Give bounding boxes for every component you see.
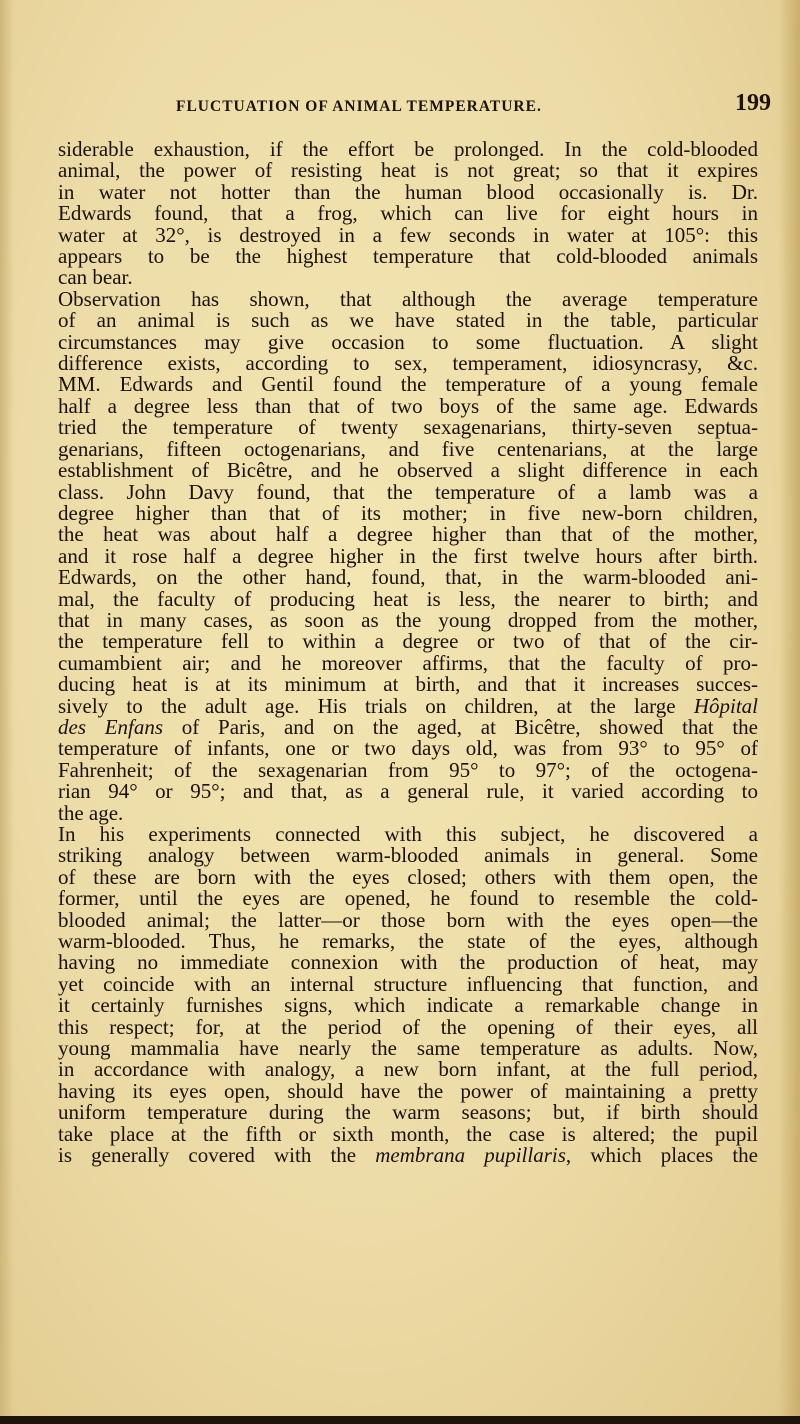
text-line: circumstances may give occasion to some fluctuation. A slight [58, 329, 758, 354]
text-line: having its eyes open, should have the power of maintaining a pretty [58, 1078, 758, 1103]
text-line: water at 32°, is destroyed in a few seconds in water at 105°: this [58, 222, 758, 247]
text-line: cumambient air; and he moreover affirms, that the faculty of pro- [58, 650, 758, 675]
page-right-shadow [778, 0, 800, 1424]
body-text [58, 139, 758, 1167]
page-header [58, 90, 771, 120]
text-line: rian 94° or 95°; and that, as a general rule, it varied according to [58, 779, 758, 804]
text-line: Edwards found, that a frog, which can live for eight hours in [58, 201, 758, 226]
text-line: in accordance with analogy, a new born infant, at the full period, [58, 1057, 758, 1082]
text-line: warm-blooded. Thus, he remarks, the state of the eyes, although [58, 929, 758, 954]
text-line: of these are born with the eyes closed; others with them open, the [58, 864, 758, 889]
text-line: it certainly furnishes signs, which indicate a remarkable change in [58, 993, 758, 1018]
text-line: difference exists, according to sex, temperament, idiosyncrasy, &c. [58, 351, 758, 376]
text-line: temperature of infants, one or two days old, was from 93° to 95° of [58, 736, 758, 761]
text-line: ducing heat is at its minimum at birth, and that it increases succes- [58, 672, 758, 697]
text-line: take place at the fifth or sixth month, the case is altered; the pupil [58, 1121, 758, 1146]
page-left-shadow [0, 0, 14, 1424]
text-line: MM. Edwards and Gentil found the temperature of a young female [58, 372, 758, 397]
text-line: in water not hotter than the human blood occasionally is. Dr. [58, 179, 758, 204]
text-line: is generally covered with the membrana pupillaris, which places the [58, 1143, 758, 1168]
text-line: appears to be the highest temperature that cold-blooded animals [58, 244, 758, 269]
text-line: having no immediate connexion with the production of heat, may [58, 950, 758, 975]
text-line: Edwards, on the other hand, found, that, in the warm-blooded ani- [58, 565, 758, 590]
text-line: blooded animal; the latter—or those born with the eyes open—the [58, 907, 758, 932]
text-line: des Enfans of Paris, and on the aged, at Bicêtre, showed that the [58, 714, 759, 739]
text-line: and it rose half a degree higher in the first twelve hours after birth. [58, 543, 758, 568]
text-line: Fahrenheit; of the sexagenarian from 95° to 97°; of the octogena- [58, 757, 758, 782]
running-head: FLUCTUATION OF ANIMAL TEMPERATURE. [176, 98, 542, 115]
text-line: tried the temperature of twenty sexagenarians, thirty-seven septua- [58, 415, 758, 440]
text-line: genarians, fifteen octogenarians, and five centenarians, at the large [58, 436, 758, 461]
text-line: animal, the power of resisting heat is not great; so that it expires [58, 158, 758, 183]
page-bottom-edge [0, 1416, 800, 1424]
text-line: Observation has shown, that although the average temperature [58, 286, 758, 311]
text-line: former, until the eyes are opened, he found to resemble the cold- [58, 886, 758, 911]
text-line: degree higher than that of its mother; in five new-born children, [58, 500, 758, 525]
text-line: establishment of Bicêtre, and he observed a slight difference in each [58, 458, 758, 483]
text-line: uniform temperature during the warm seasons; but, if birth should [58, 1100, 758, 1125]
text-line: half a degree less than that of two boys of the same age. Edwards [58, 393, 758, 418]
text-line: that in many cases, as soon as the young dropped from the mother, [58, 607, 758, 632]
text-line: mal, the faculty of producing heat is less, the nearer to birth; and [58, 586, 758, 611]
text-line: the heat was about half a degree higher than that of the mother, [58, 522, 758, 547]
text-line: young mammalia have nearly the same temperature as adults. Now, [58, 1036, 758, 1061]
text-line: In his experiments connected with this subject, he discovered a [58, 822, 758, 846]
text-line: class. John Davy found, that the temperature of a lamb was a [58, 479, 758, 504]
text-line: striking analogy between warm-blooded animals in general. Some [58, 843, 758, 868]
text-line: of an animal is such as we have stated in the table, particular [58, 308, 758, 333]
text-line: the temperature fell to within a degree or two of that of the cir- [58, 629, 758, 654]
text-line: sively to the adult age. His trials on children, at the large Hôpital [58, 693, 758, 718]
text-line: can bear. [58, 265, 133, 290]
text-line: the age. [58, 800, 124, 825]
text-line: yet coincide with an internal structure influencing that function, and [58, 971, 758, 996]
text-line: siderable exhaustion, if the effort be prolonged. In the cold-blooded [58, 137, 758, 161]
text-line: this respect; for, at the period of the opening of their eyes, all [58, 1014, 758, 1039]
page-number: 199 [735, 90, 771, 116]
